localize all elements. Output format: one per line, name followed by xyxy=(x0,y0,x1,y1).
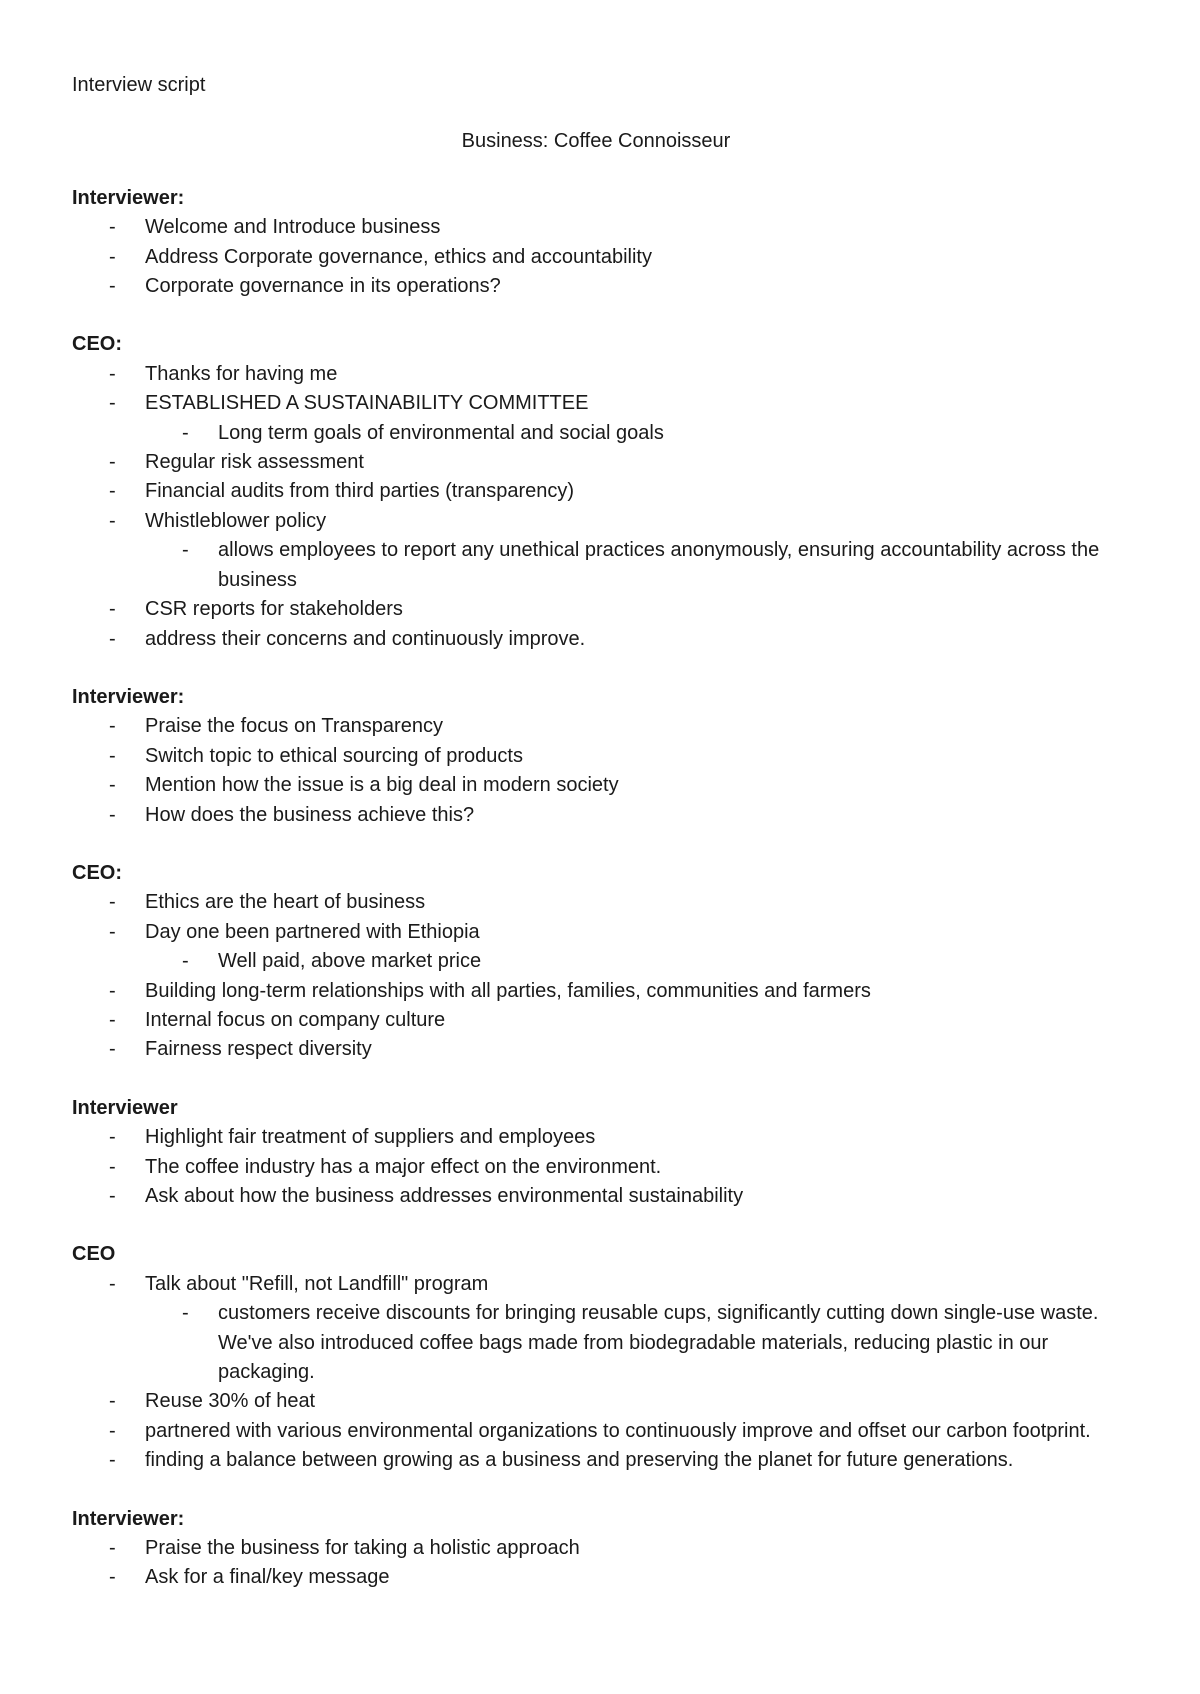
bullet-item xyxy=(72,771,1120,800)
bullet-text: Praise the focus on Transparency xyxy=(145,715,443,738)
bullet-item xyxy=(72,360,1120,389)
bullet-list xyxy=(72,712,1120,830)
bullet-item xyxy=(72,1123,1120,1152)
bullet-text: Day one been partnered with Ethiopia xyxy=(145,920,480,943)
bullet-text: Reuse 30% of heat xyxy=(145,1390,316,1413)
bullet-text: Corporate governance in its operations? xyxy=(145,275,501,298)
sub-bullet-item: - customers receive discounts for bringing reusable cups, significantly cutting down single-use waste. We've also introduced coffee bags made from biodegradable materials, reducing plastic in our packaging. xyxy=(145,1299,1120,1387)
dialogue-section xyxy=(72,184,1120,302)
bullet-item xyxy=(72,801,1120,830)
dialogue-section xyxy=(72,1240,1120,1475)
bullet-text: Regular risk assessment xyxy=(145,451,364,474)
bullet-item xyxy=(72,448,1120,477)
bullet-text: Switch topic to ethical sourcing of products xyxy=(145,744,523,767)
bullet-item xyxy=(72,1006,1120,1035)
bullet-text: ESTABLISHED A SUSTAINABILITY COMMITTEE xyxy=(145,392,589,415)
sub-bullet-list xyxy=(145,536,1120,595)
sub-bullet-item: - Well paid, above market price xyxy=(145,947,1120,976)
bullet-text: address their concerns and continuously improve. xyxy=(145,627,586,650)
speaker-label: CEO xyxy=(72,1243,116,1266)
bullet-item xyxy=(72,742,1120,771)
interview-sections xyxy=(72,184,1120,1593)
document-title: Interview script xyxy=(72,74,206,96)
speaker-label: Interviewer: xyxy=(72,685,185,708)
bullet-text: Ask for a final/key message xyxy=(145,1566,390,1589)
bullet-text: Financial audits from third parties (transparency) xyxy=(145,480,575,503)
dialogue-section xyxy=(72,330,1120,653)
bullet-item xyxy=(72,1182,1120,1211)
bullet-item xyxy=(72,477,1120,506)
dialogue-section xyxy=(72,1505,1120,1593)
bullet-item xyxy=(72,1387,1120,1416)
dialogue-section xyxy=(72,859,1120,1065)
bullet-item xyxy=(72,272,1120,301)
bullet-item xyxy=(72,213,1120,242)
bullet-item xyxy=(72,918,1120,977)
bullet-text: Internal focus on company culture xyxy=(145,1008,446,1031)
bullet-list xyxy=(72,1123,1120,1211)
bullet-item xyxy=(72,1035,1120,1064)
bullet-text: Thanks for having me xyxy=(145,362,338,385)
dialogue-section xyxy=(72,683,1120,830)
bullet-text: Ethics are the heart of business xyxy=(145,891,426,914)
business-title: Business: Coffee Connoisseur xyxy=(461,130,731,153)
bullet-text: partnered with various environmental organizations to continuously improve and offset our carbon footprint. xyxy=(145,1419,1091,1442)
speaker-label: CEO: xyxy=(72,861,122,884)
bullet-text: CSR reports for stakeholders xyxy=(145,598,403,621)
sub-bullet-list xyxy=(145,419,1120,448)
bullet-list xyxy=(72,888,1120,1064)
bullet-text: Fairness respect diversity xyxy=(145,1038,372,1061)
bullet-text: Address Corporate governance, ethics and accountability xyxy=(145,245,652,268)
bullet-text: Talk about "Refill, not Landfill" program xyxy=(145,1272,489,1295)
sub-bullet-list xyxy=(145,1299,1120,1387)
bullet-item xyxy=(72,1153,1120,1182)
bullet-text: Highlight fair treatment of suppliers and employees xyxy=(145,1126,596,1149)
bullet-item xyxy=(72,507,1120,595)
bullet-text: The coffee industry has a major effect on the environment. xyxy=(145,1155,662,1178)
sub-bullet-item: - allows employees to report any unethical practices anonymously, ensuring accountability across the business xyxy=(145,536,1120,595)
bullet-text: Praise the business for taking a holistic approach xyxy=(145,1537,580,1560)
bullet-item xyxy=(72,1563,1120,1592)
bullet-text: Mention how the issue is a big deal in modern society xyxy=(145,774,619,797)
bullet-item xyxy=(72,1446,1120,1475)
speaker-label: Interviewer xyxy=(72,1096,178,1119)
bullet-item xyxy=(72,389,1120,448)
bullet-text: finding a balance between growing as a business and preserving the planet for future generations. xyxy=(145,1449,1014,1472)
speaker-label: Interviewer: xyxy=(72,186,185,209)
speaker-label: Interviewer: xyxy=(72,1507,185,1530)
sub-bullet-item: - Long term goals of environmental and social goals xyxy=(145,419,1120,448)
bullet-text: Ask about how the business addresses environmental sustainability xyxy=(145,1185,744,1207)
bullet-item xyxy=(72,243,1120,272)
bullet-text: How does the business achieve this? xyxy=(145,803,475,826)
bullet-list xyxy=(72,360,1120,654)
bullet-text: Welcome and Introduce business xyxy=(145,216,441,239)
speaker-label: CEO: xyxy=(72,333,122,356)
bullet-item xyxy=(72,712,1120,741)
bullet-item xyxy=(72,1534,1120,1563)
bullet-item xyxy=(72,1417,1120,1446)
dialogue-section xyxy=(72,1094,1120,1212)
bullet-list xyxy=(72,213,1120,301)
bullet-item xyxy=(72,888,1120,917)
bullet-item xyxy=(72,595,1120,624)
bullet-text: Whistleblower policy xyxy=(145,509,327,532)
bullet-list xyxy=(72,1534,1120,1593)
bullet-item xyxy=(72,1270,1120,1388)
bullet-item xyxy=(72,625,1120,654)
bullet-list xyxy=(72,1270,1120,1476)
sub-bullet-list xyxy=(145,947,1120,976)
bullet-item xyxy=(72,977,1120,1006)
bullet-text: Building long-term relationships with all parties, families, communities and farmers xyxy=(145,979,871,1002)
